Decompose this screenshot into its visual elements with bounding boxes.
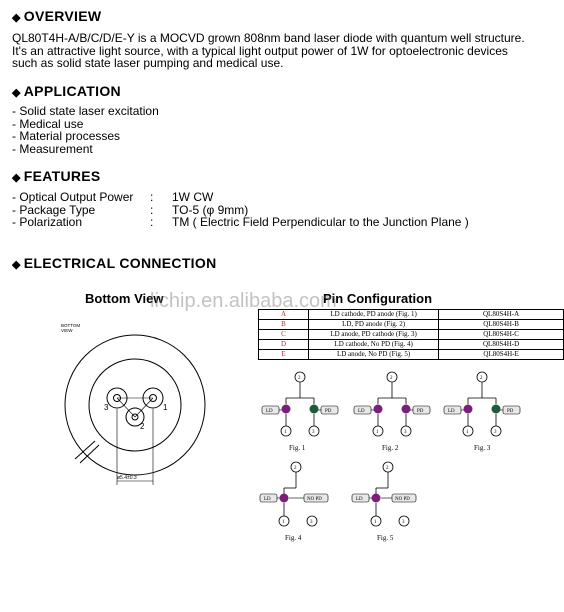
ld-label: LD xyxy=(358,409,365,414)
figure-caption: Fig. 3 xyxy=(474,444,491,452)
table-cell-desc: LD anode, No PD (Fig. 5) xyxy=(309,350,439,360)
table-row xyxy=(259,330,564,340)
pin-number: 2 xyxy=(140,422,145,431)
features-list xyxy=(12,191,552,231)
feature-value: TO-5 (φ 9mm) xyxy=(172,202,249,217)
figure-caption: Fig. 4 xyxy=(285,534,302,542)
feature-separator: : xyxy=(150,215,154,229)
pin-number: 1 xyxy=(282,520,285,525)
pin-number: 3 xyxy=(404,430,407,435)
pin-config-table xyxy=(258,309,564,360)
feature-separator: : xyxy=(150,202,154,217)
pd-label: NO PD xyxy=(395,497,410,502)
view-label: VIEW xyxy=(61,328,73,333)
figure-4-diagram xyxy=(256,458,348,533)
ld-label: LD xyxy=(264,497,271,502)
pin-number: 1 xyxy=(374,520,377,525)
bottom-view-diagram xyxy=(55,313,255,488)
table-cell-part: QL80S4H-D xyxy=(439,340,564,350)
overview-line: It's an attractive light source, with a typical light output power of 1W for optoelectronic devices xyxy=(12,43,508,58)
figure-caption: Fig. 1 xyxy=(289,444,306,452)
ld-label: LD xyxy=(448,409,455,414)
figure-caption: Fig. 2 xyxy=(382,444,399,452)
feature-label: - Optical Output Power xyxy=(12,190,134,204)
table-row xyxy=(259,340,564,350)
feature-label: - Polarization xyxy=(12,215,83,229)
pd-label: PD xyxy=(417,409,424,414)
pin-config-title: Pin Configuration xyxy=(323,291,433,306)
application-list xyxy=(12,105,159,155)
watermark-text: lichip.en.alibaba.com xyxy=(150,290,337,312)
overview-heading: ◆ OVERVIEW xyxy=(12,8,102,24)
bottom-view-title: Bottom View xyxy=(85,291,164,306)
pd-label: PD xyxy=(507,409,514,414)
table-cell-part: QL80S4H-E xyxy=(439,350,564,360)
pd-dot xyxy=(492,405,501,414)
list-item: - Material processes xyxy=(12,129,121,143)
application-heading: ◆ APPLICATION xyxy=(12,83,121,99)
pd-dot xyxy=(402,405,411,414)
ld-dot xyxy=(280,494,289,503)
table-cell-letter: B xyxy=(259,320,309,330)
figure-1-diagram xyxy=(258,368,350,443)
table-cell-desc: LD, PD anode (Fig. 2) xyxy=(309,320,439,330)
diamond-bullet-icon: ◆ xyxy=(12,87,21,99)
figure-2-diagram xyxy=(350,368,442,443)
pin-number: 3 xyxy=(310,520,313,525)
pin-number: 2 xyxy=(294,466,297,471)
pd-dot xyxy=(310,405,319,414)
table-cell-letter: E xyxy=(259,350,309,360)
ld-label: LD xyxy=(266,409,273,414)
pin-number: 3 xyxy=(312,430,315,435)
pin-number: 3 xyxy=(494,430,497,435)
pin-number: 1 xyxy=(376,430,379,435)
pin-number: 1 xyxy=(466,430,469,435)
ld-dot xyxy=(464,405,473,414)
feature-value: 1W CW xyxy=(172,190,214,204)
feature-separator: : xyxy=(150,190,154,204)
pin-number: 3 xyxy=(104,403,109,412)
list-item: - Solid state laser excitation xyxy=(12,104,159,118)
figure-caption: Fig. 5 xyxy=(377,534,394,542)
table-row xyxy=(259,320,564,330)
diamond-bullet-icon: ◆ xyxy=(12,172,21,184)
table-cell-letter: C xyxy=(259,330,309,340)
features-heading: ◆ FEATURES xyxy=(12,168,101,184)
overview-line: QL80T4H-A/B/C/D/E-Y is a MOCVD grown 808nm band laser diode with quantum well structure. xyxy=(12,31,525,45)
figure-3-diagram xyxy=(440,368,532,443)
ld-dot xyxy=(282,405,291,414)
diamond-bullet-icon: ◆ xyxy=(12,12,21,24)
pin-number: 2 xyxy=(298,376,301,381)
diamond-bullet-icon: ◆ xyxy=(12,259,21,271)
pd-label: NO PD xyxy=(307,497,322,502)
list-item: - Measurement xyxy=(12,141,93,156)
ld-dot xyxy=(372,494,381,503)
dimension-label: ø5.4±0.3 xyxy=(117,475,137,481)
electrical-heading: ◆ ELECTRICAL CONNECTION xyxy=(12,255,217,271)
pin-number: 2 xyxy=(480,376,483,381)
pin-number: 2 xyxy=(390,376,393,381)
pin-number: 3 xyxy=(402,520,405,525)
ld-label: LD xyxy=(356,497,363,502)
bottom-label: BOTTOM xyxy=(61,323,81,328)
overview-line: such as solid state laser pumping and medical use. xyxy=(12,56,284,70)
feature-value: TM ( Electric Field Perpendicular to the Junction Plane ) xyxy=(172,215,469,229)
table-cell-part: QL80S4H-A xyxy=(439,310,564,320)
figure-5-diagram xyxy=(348,458,440,533)
table-cell-letter: A xyxy=(259,310,309,320)
pd-label: PD xyxy=(325,409,332,414)
table-cell-letter: D xyxy=(259,340,309,350)
table-cell-part: QL80S4H-B xyxy=(439,320,564,330)
feature-row xyxy=(12,216,552,229)
feature-label: - Package Type xyxy=(12,202,96,217)
pin-number: 2 xyxy=(386,466,389,471)
table-cell-part: QL80S4H-C xyxy=(439,330,564,340)
table-cell-desc: LD anode, PD cathode (Fig. 3) xyxy=(309,330,439,340)
package-outer-ring xyxy=(65,335,205,475)
table-row xyxy=(259,310,564,320)
ld-dot xyxy=(374,405,383,414)
table-cell-desc: LD cathode, PD anode (Fig. 1) xyxy=(309,310,439,320)
list-item: - Medical use xyxy=(12,116,84,131)
pin-number: 1 xyxy=(163,403,168,412)
table-row xyxy=(259,350,564,360)
pin-number: 1 xyxy=(284,430,287,435)
table-cell-desc: LD cathode, No PD (Fig. 4) xyxy=(309,340,439,350)
overview-text xyxy=(12,32,525,70)
